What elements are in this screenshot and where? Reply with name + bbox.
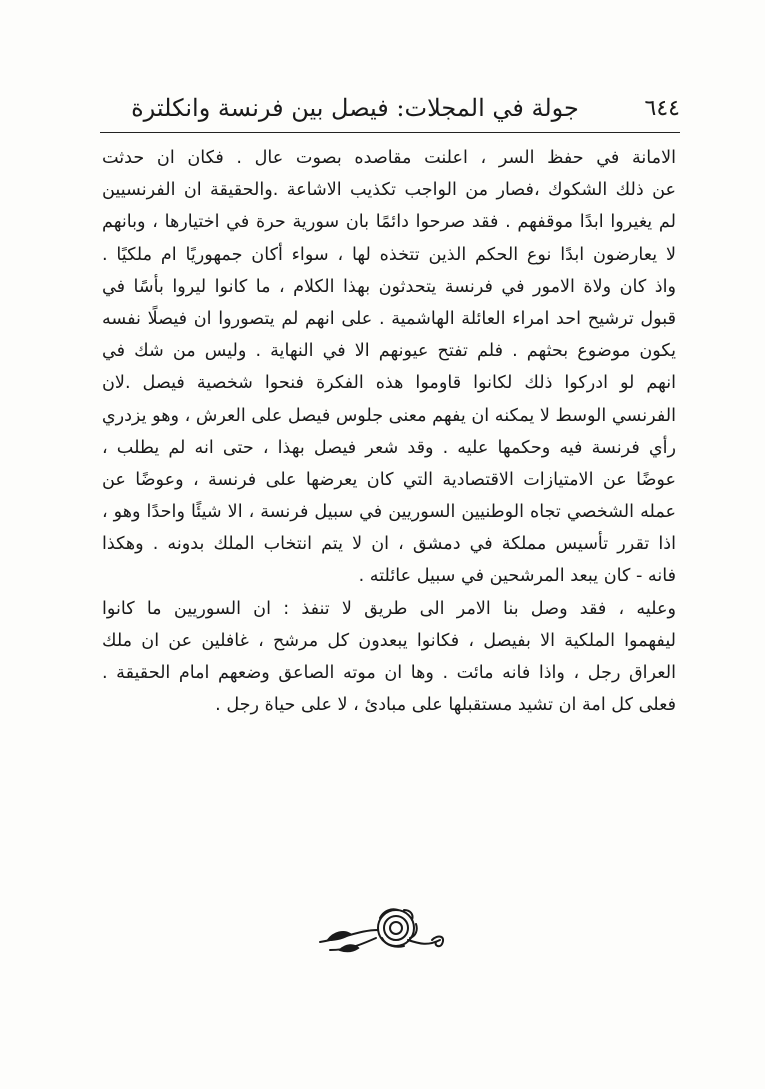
running-title: جولة في المجلات: فيصل بين فرنسة وانكلترة <box>131 94 579 122</box>
text-line: الامانة في حفظ السر ، اعلنت مقاصده بصوت عال . فكان ان حدثت <box>102 148 676 168</box>
paragraph-2 <box>102 593 676 722</box>
text-line: وعليه ، فقد وصل بنا الامر الى طريق لا تنفذ : ان السوريين ما كانوا <box>102 598 676 619</box>
text-line: فانه - كان يبعد المرشحين في سبيل عائلته . <box>358 566 676 587</box>
page-number: ٦٤٤ <box>644 96 680 121</box>
text-line: فعلى كل امة ان تشيد مستقبلها على مبادئ ، لا على حياة رجل . <box>215 695 676 716</box>
text-line: عمله الشخصي تجاه الوطنيين السوريين في سبيل فرنسة ، الا شيئًا واحدًا وهو ، <box>102 502 676 523</box>
text-line: انهم لو ادركوا ذلك لكانوا قاوموا هذه الفكرة فنحوا شخصية فيصل .لان <box>102 373 676 394</box>
text-line: عن ذلك الشكوك ،فصار من الواجب تكذيب الاشاعة .والحقيقة ان الفرنسيين <box>102 180 676 201</box>
text-line: ليفهموا الملكية الا بفيصل ، فكانوا يبعدون كل مرشح ، غافلين عن ان ملك <box>102 630 676 651</box>
floral-tailpiece-icon <box>300 900 460 960</box>
text-line: واذ كان ولاة الامور في فرنسة يتحدثون بهذا الكلام ، ما كانوا ليروا بأسًا في <box>102 276 676 297</box>
text-line: لا يعارضون ابدًا نوع الحكم الذين تتخذه لها ، سواء أكان جمهوريًا ام ملكيًا . <box>102 244 676 265</box>
paragraph-1 <box>102 142 676 593</box>
header-rule <box>100 132 680 133</box>
text-line: لم يغيروا ابدًا موقفهم . فقد صرحوا دائمًا بان سورية حرة في اختيارها ، وبانهم <box>102 212 676 233</box>
text-line: العراق رجل ، واذا فانه مائت . وها ان موته الصاعق وضعهم امام الحقيقة . <box>102 663 676 683</box>
text-line: رأي فرنسة فيه وحكمها عليه . وقد شعر فيصل بهذا ، حتى انه لم يطلب ، <box>102 437 676 458</box>
text-line: عوضًا عن الامتيازات الاقتصادية التي كان يعرضها على فرنسة ، وعوضًا عن <box>102 469 676 490</box>
running-head <box>100 92 680 132</box>
text-line: اذا تقرر تأسيس مملكة في دمشق ، ان لا يتم انتخاب الملك بدونه . وهكذا <box>102 534 676 555</box>
article-body <box>102 142 676 721</box>
text-line: الفرنسي الوسط لا يمكنه ان يفهم معنى جلوس فيصل على العرش ، وهو يزدري <box>102 405 676 426</box>
text-line: قبول ترشيح احد امراء العائلة الهاشمية . على انهم لم يتصوروا ان فيصلًا نفسه <box>102 308 676 329</box>
text-line: يكون موضوع بحثهم . فلم تفتح عيونهم الا في النهاية . وليس من شك في <box>102 341 676 362</box>
